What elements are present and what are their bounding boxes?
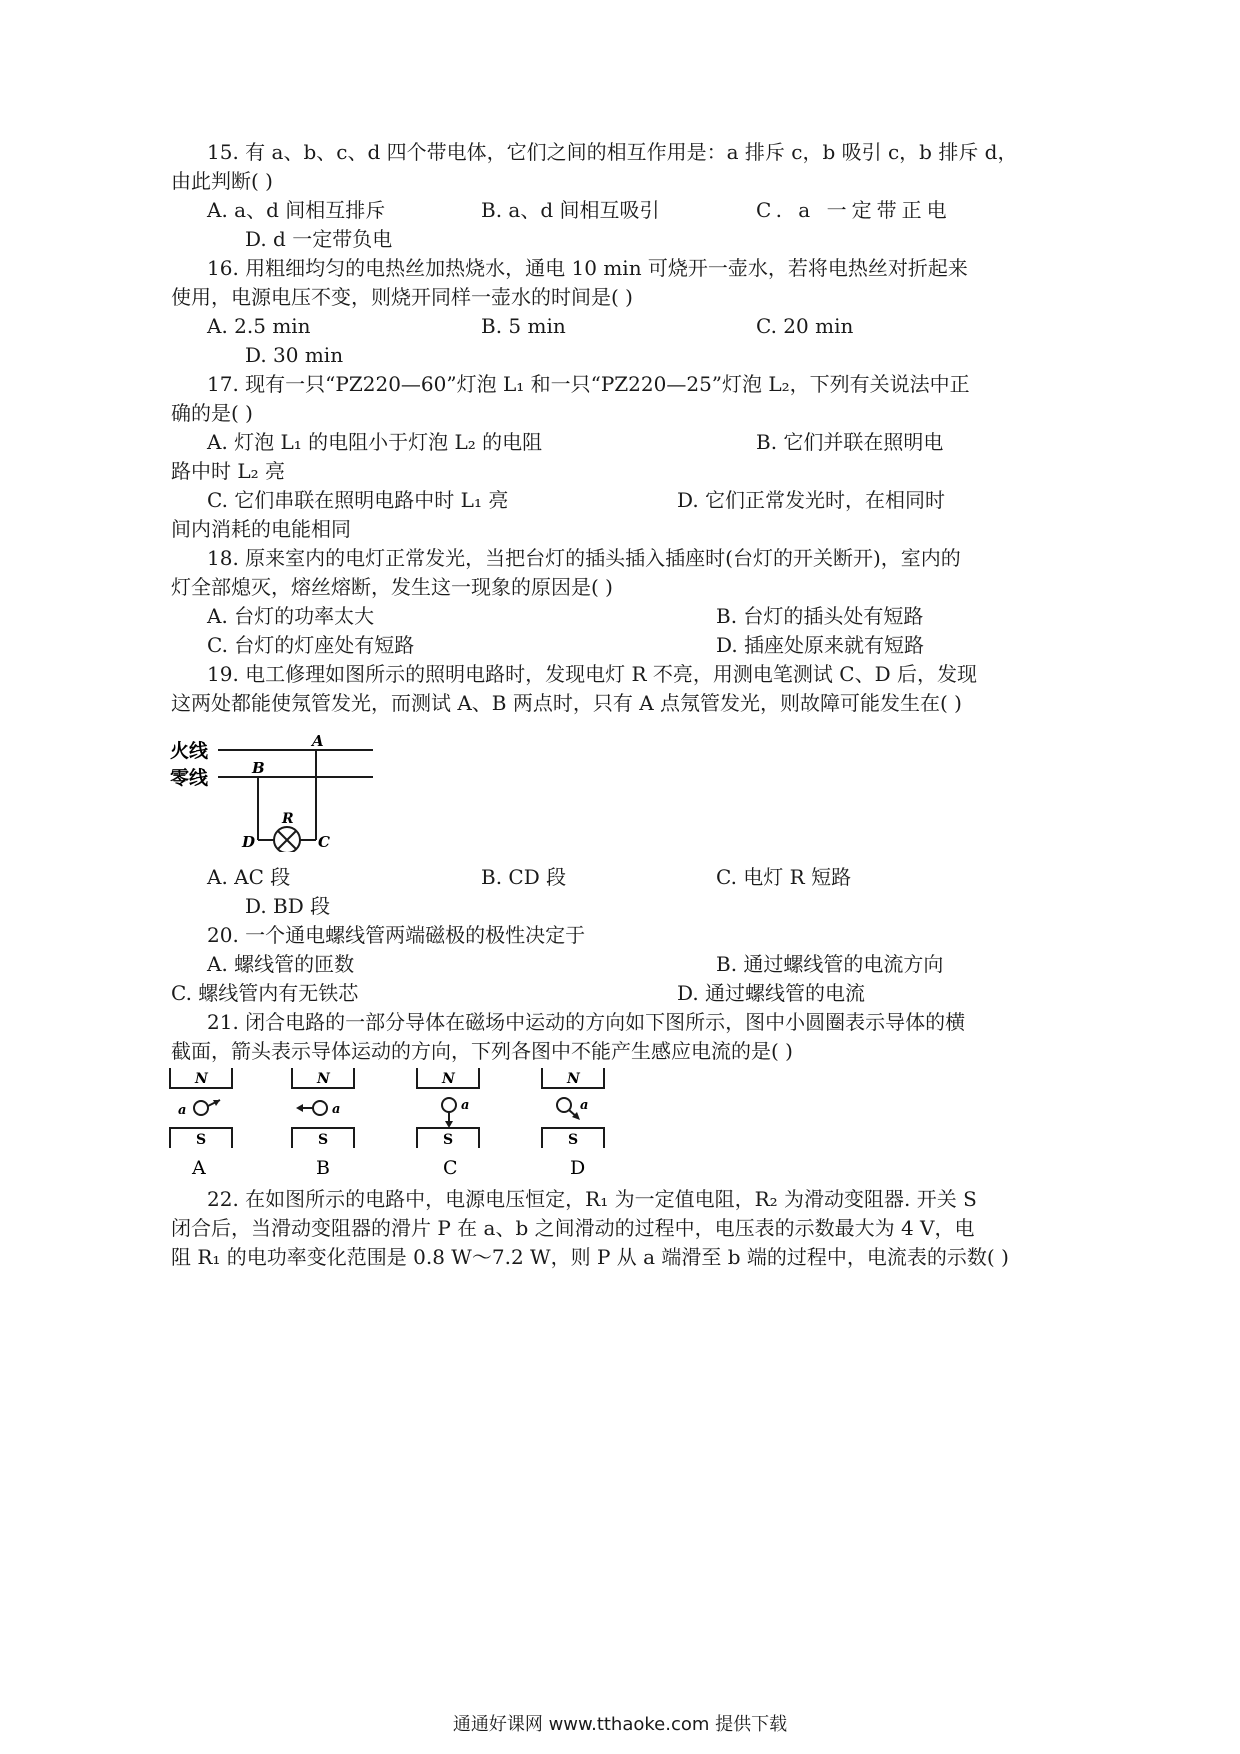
q22-stem-line3: 阻 R₁ 的电功率变化范围是 0.8 W～7.2 W，则 P 从 a 端滑至 b 端的过程中，电流表的示数( ): [171, 1245, 1009, 1269]
q18-stem-line1: 18. 原来室内的电灯正常发光，当把台灯的插头插入插座时(台灯的开关断开)，室内的: [207, 546, 961, 570]
q21-a-label: A: [192, 1157, 206, 1178]
q21-figure-a: [168, 1066, 238, 1178]
q19-stem-line1: 19. 电工修理如图所示的照明电路时，发现电灯 R 不亮，用测电笔测试 C、D 后，发现: [207, 662, 977, 686]
q21-c-conductor-label: a: [461, 1098, 470, 1113]
q17-option-d-line2: 间内消耗的电能相同: [171, 517, 351, 541]
q21-c-south-pole: S: [443, 1132, 454, 1148]
q15-option-a: A. a、d 间相互排斥: [207, 198, 386, 222]
q17-stem-line1: 17. 现有一只“PZ220—60”灯泡 L₁ 和一只“PZ220—25”灯泡 L₂，下列有关说法中正: [207, 372, 970, 396]
page-footer: 通通好课网 www.tthaoke.com 提供下载: [452, 1714, 788, 1735]
q21-d-conductor-label: a: [580, 1098, 589, 1113]
q21-d-label: D: [570, 1157, 586, 1178]
q17-option-a: A. 灯泡 L₁ 的电阻小于灯泡 L₂ 的电阻: [207, 430, 543, 454]
q21-c-north-pole: N: [442, 1071, 455, 1087]
q20-option-a: A. 螺线管的匝数: [207, 952, 355, 976]
q17-option-b-line1: B. 它们并联在照明电: [756, 430, 944, 454]
q21-c-label: C: [443, 1157, 458, 1178]
q17-option-d-line1: D. 它们正常发光时，在相同时: [677, 488, 946, 512]
q16-option-a: A. 2.5 min: [207, 314, 311, 338]
q19-option-c: C. 电灯 R 短路: [716, 865, 852, 889]
q21-b-north-pole: N: [317, 1071, 330, 1087]
q20-option-b: B. 通过螺线管的电流方向: [716, 952, 944, 976]
q21-figure-b: [290, 1066, 360, 1178]
q21-stem-line1: 21. 闭合电路的一部分导体在磁场中运动的方向如下图所示，图中小圆圈表示导体的横: [207, 1010, 966, 1034]
q18-option-a: A. 台灯的功率太大: [207, 604, 375, 628]
q17-option-b-line2: 路中时 L₂ 亮: [171, 459, 286, 483]
q21-figure-c: [415, 1066, 485, 1178]
q21-b-label: B: [316, 1157, 330, 1178]
q19-neutral-wire-label: 零线: [170, 767, 209, 789]
q15-option-c: C. a 一定带正电: [756, 198, 952, 222]
q19-option-b: B. CD 段: [481, 865, 567, 889]
q16-option-d: D. 30 min: [245, 343, 344, 367]
q20-option-c: C. 螺线管内有无铁芯: [171, 981, 359, 1005]
q15-stem-line1: 15. 有 a、b、c、d 四个带电体，它们之间的相互作用是：a 排斥 c，b 吸引 c，b 排斥 d，: [207, 140, 1018, 164]
q21-figure-d: [540, 1066, 610, 1178]
q17-stem-line2: 确的是( ): [171, 401, 253, 425]
q16-option-b: B. 5 min: [481, 314, 566, 338]
q22-stem-line2: 闭合后，当滑动变阻器的滑片 P 在 a、b 之间滑动的过程中，电压表的示数最大为 4 V，电: [171, 1216, 975, 1240]
q19-lamp-r-label: R: [282, 811, 294, 827]
q16-stem-line2: 使用，电源电压不变，则烧开同样一壶水的时间是( ): [171, 285, 633, 309]
q16-stem-line1: 16. 用粗细均匀的电热丝加热烧水，通电 10 min 可烧开一壶水，若将电热丝对折起来: [207, 256, 968, 280]
q19-stem-line2: 这两处都能使氖管发光，而测试 A、B 两点时，只有 A 点氖管发光，则故障可能发生在( ): [171, 691, 962, 715]
q21-a-north-pole: N: [195, 1071, 208, 1087]
q18-option-b: B. 台灯的插头处有短路: [716, 604, 924, 628]
q21-d-north-pole: N: [567, 1071, 580, 1087]
q18-option-c: C. 台灯的灯座处有短路: [207, 633, 415, 657]
q19-point-d: D: [242, 833, 256, 851]
q19-point-b: B: [252, 759, 265, 777]
q21-a-south-pole: S: [196, 1132, 207, 1148]
q16-option-c: C. 20 min: [756, 314, 854, 338]
q19-point-c: C: [318, 833, 330, 851]
q21-b-conductor-label: a: [332, 1102, 341, 1117]
q22-stem-line1: 22. 在如图所示的电路中，电源电压恒定，R₁ 为一定值电阻，R₂ 为滑动变阻器. 开关 S: [207, 1187, 977, 1211]
q21-a-conductor-label: a: [178, 1103, 187, 1118]
q19-option-a: A. AC 段: [207, 865, 291, 889]
q21-stem-line2: 截面，箭头表示导体运动的方向，下列各图中不能产生感应电流的是( ): [171, 1039, 793, 1063]
q18-stem-line2: 灯全部熄灭，熔丝熔断，发生这一现象的原因是( ): [171, 575, 613, 599]
q15-stem-line2: 由此判断( ): [171, 169, 273, 193]
q20-option-d: D. 通过螺线管的电流: [677, 981, 866, 1005]
q21-b-south-pole: S: [318, 1132, 329, 1148]
q15-option-d: D. d 一定带负电: [245, 227, 393, 251]
q19-live-wire-label: 火线: [170, 740, 209, 762]
q20-stem: 20. 一个通电螺线管两端磁极的极性决定于: [207, 923, 586, 947]
q19-option-d: D. BD 段: [245, 894, 331, 918]
q17-option-c: C. 它们串联在照明电路中时 L₁ 亮: [207, 488, 509, 512]
q19-circuit-diagram: [168, 730, 378, 852]
q19-point-a: A: [312, 732, 324, 750]
q18-option-d: D. 插座处原来就有短路: [716, 633, 925, 657]
q21-d-south-pole: S: [568, 1132, 579, 1148]
q15-option-b: B. a、d 间相互吸引: [481, 198, 660, 222]
